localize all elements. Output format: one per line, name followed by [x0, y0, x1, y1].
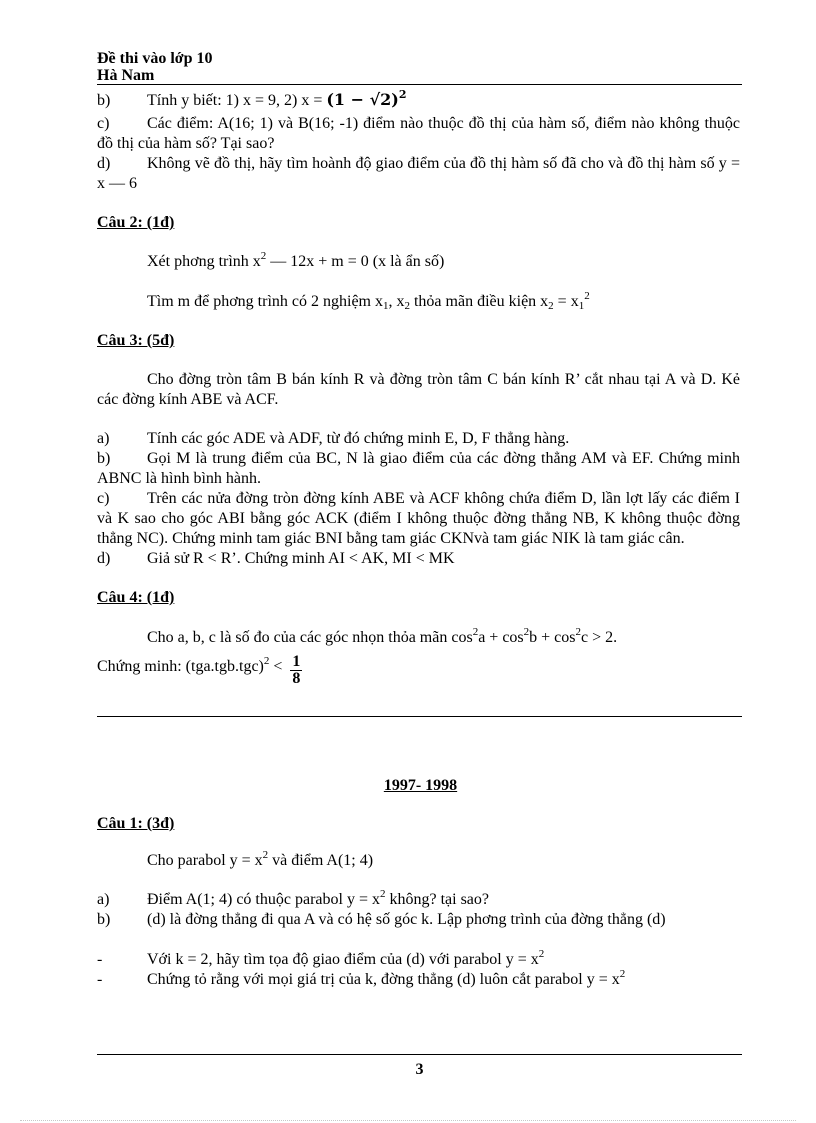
item-label: a) — [97, 891, 110, 908]
exponent: 2 — [584, 290, 590, 302]
q4-heading: Câu 4: (1đ) — [97, 589, 175, 606]
text: Tìm m để phơng trình có 2 nghiệm x — [147, 293, 383, 310]
item-text: Không vẽ đồ thị, hãy tìm hoành độ giao điểm của đồ thị hàm số đã cho và đồ thị hàm số y = x — 6 — [97, 155, 740, 192]
text: Chứng minh: (tga.tgb.tgc) — [97, 658, 264, 675]
q1-prev-c — [97, 114, 740, 154]
item-text: (d) là đờng thẳng đi qua A và có hệ số góc k. Lập phơng trình của đờng thẳng (d) — [147, 911, 666, 928]
q3-intro: Cho đờng tròn tâm B bán kính R và đờng tròn tâm C bán kính R’ cắt nhau tại A và D. Kẻ các đờng kính ABE và ACF. — [97, 371, 740, 408]
q3-heading: Câu 3: (5đ) — [97, 332, 175, 349]
header-subtitle: Hà Nam — [97, 67, 155, 84]
page-content — [97, 90, 740, 687]
q2-heading: Câu 2: (1đ) — [97, 214, 175, 231]
subscript: 2 — [404, 300, 410, 312]
text: và điểm A(1; 4) — [268, 852, 374, 869]
yq1-a — [97, 890, 740, 910]
fraction-numerator: 1 — [292, 653, 301, 670]
item-text: Tính các góc ADE và ADF, từ đó chứng minh E, D, F thẳng hàng. — [147, 430, 570, 447]
item-label: a) — [97, 430, 110, 447]
yq1-intro — [97, 851, 740, 871]
q2-line2 — [97, 292, 740, 312]
q3-a — [97, 429, 740, 449]
q3-d — [97, 549, 740, 569]
item-text: không? tại sao? — [385, 891, 489, 908]
item-text: Gọi M là trung điểm của BC, N là giao điểm của các đờng thẳng AM và EF. Chứng minh ABNC là hình bình hành. — [97, 450, 740, 487]
exponent: 2 — [575, 626, 581, 638]
q3-b — [97, 449, 740, 489]
section-rule — [97, 716, 742, 717]
subscript: 1 — [578, 300, 585, 312]
item-text: Các điểm: A(16; 1) và B(16; -1) điểm nào thuộc đồ thị của hàm số, điểm nào không thuộc đồ thị của hàm số? Tại sao? — [97, 115, 740, 152]
subscript: 1 — [382, 300, 389, 312]
exponent: 2 — [262, 849, 269, 861]
fraction — [290, 654, 302, 687]
item-text: Giả sử R < R’. Chứng minh AI < AK, MI < MK — [147, 550, 455, 567]
q4-line2 — [97, 654, 740, 687]
item-label: d) — [97, 550, 111, 567]
yq1-dash1 — [97, 950, 740, 970]
yq1-heading: Câu 1: (3đ) — [97, 815, 175, 832]
text: thỏa mãn điều kiện x — [409, 293, 549, 310]
exponent: 2 — [523, 626, 530, 638]
text: < — [269, 658, 287, 675]
item-label: b) — [97, 92, 111, 109]
item-label: b) — [97, 911, 111, 928]
header-rule — [97, 84, 742, 85]
q1-prev-d — [97, 154, 740, 194]
exponent: 2 — [260, 250, 267, 262]
text: = x — [553, 293, 579, 310]
item-label: c) — [97, 115, 110, 132]
q4-line1 — [97, 628, 740, 648]
header-title: Đề thi vào lớp 10 — [97, 50, 213, 67]
page-edge — [20, 1120, 796, 1121]
yq1-b — [97, 910, 740, 930]
page-header — [97, 50, 742, 84]
exponent: 2 — [619, 968, 626, 980]
yq1-dash2 — [97, 970, 740, 990]
item-text: Với k = 2, hãy tìm tọa độ giao điểm của (d) với parabol y = x — [147, 951, 539, 968]
subscript: 2 — [548, 300, 554, 312]
item-label: c) — [97, 490, 110, 507]
q1-prev-b — [97, 90, 740, 111]
q3-c — [97, 489, 740, 549]
year-content — [97, 776, 740, 990]
exponent: 2 — [538, 948, 545, 960]
item-text: Điểm A(1; 4) có thuộc parabol y = x — [147, 891, 380, 908]
text: b + cos — [529, 629, 576, 646]
text: — 12x + m = 0 (x là ẩn số) — [266, 253, 445, 270]
item-label: d) — [97, 155, 111, 172]
item-text: Tính y biết: 1) x = 9, 2) x = — [147, 92, 327, 109]
q2-line1 — [97, 252, 740, 272]
math-expression: (1 − √2) — [326, 90, 399, 109]
text: Xét phơng trình x — [147, 253, 261, 270]
exponent: 2 — [472, 626, 479, 638]
text: c > 2. — [581, 629, 618, 646]
page-number: 3 — [415, 1061, 424, 1078]
text: , x — [388, 293, 405, 310]
text: a + cos — [478, 629, 524, 646]
fraction-denominator: 8 — [292, 670, 301, 687]
item-text: Chứng tỏ rằng với mọi giá trị của k, đờng thẳng (d) luôn cắt parabol y = x — [147, 971, 620, 988]
exponent: 2 — [263, 655, 270, 667]
dash-bullet: - — [97, 971, 103, 988]
item-label: b) — [97, 450, 111, 467]
footer-rule — [97, 1054, 742, 1055]
text: Cho a, b, c là số đo của các góc nhọn thỏa mãn cos — [147, 629, 473, 646]
exponent: 2 — [379, 888, 386, 900]
exponent: 2 — [398, 88, 407, 101]
dash-bullet: - — [97, 951, 103, 968]
year-title: 1997- 1998 — [383, 777, 458, 794]
item-text: Trên các nửa đờng tròn đờng kính ABE và ACF không chứa điểm D, lần lợt lấy các điểm I và K sao cho góc ABI bằng góc ACK (điểm I không thuộc đờng thẳng NB, K không thuộc đờng thẳng NC). Chứng minh tam giác BNI bằng tam giác CKNvà tam giác NIK là tam giác cân. — [97, 490, 740, 547]
text: Cho parabol y = x — [147, 852, 263, 869]
